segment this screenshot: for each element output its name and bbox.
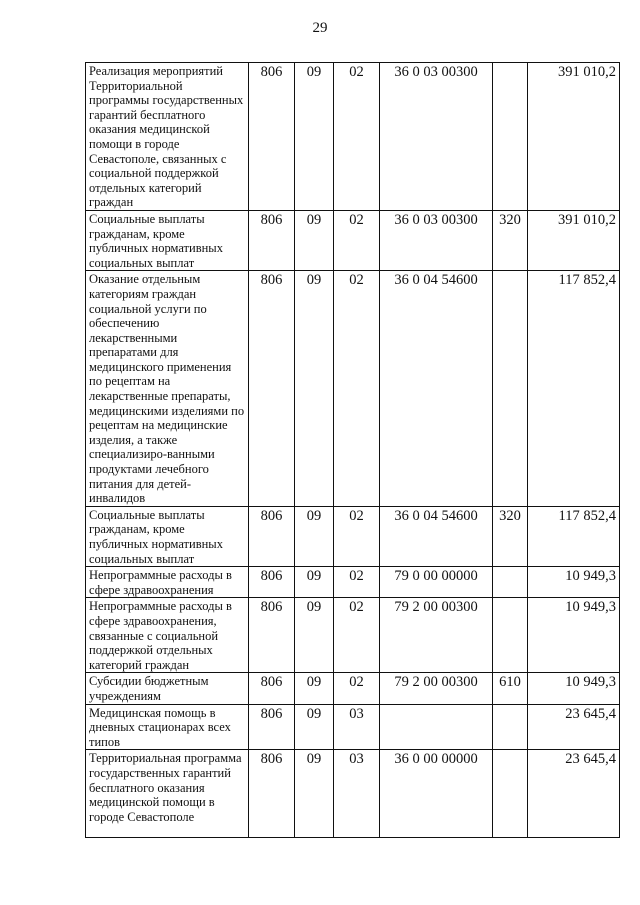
amount: 117 852,4 xyxy=(528,271,620,507)
target-article-code: 79 2 00 00300 xyxy=(380,673,493,704)
target-article-code xyxy=(380,704,493,750)
page-number: 29 xyxy=(312,20,328,36)
table-row xyxy=(86,210,620,270)
amount: 10 949,3 xyxy=(528,567,620,598)
grbs-code: 806 xyxy=(249,271,295,507)
section-code: 09 xyxy=(295,673,334,704)
target-article-code: 36 0 04 54600 xyxy=(380,271,493,507)
section-code: 09 xyxy=(295,750,334,838)
expense-name: Субсидии бюджетным учреждениям xyxy=(86,673,249,704)
table-row xyxy=(86,271,620,507)
table-row xyxy=(86,598,620,673)
subsection-code: 02 xyxy=(334,673,380,704)
amount: 23 645,4 xyxy=(528,750,620,838)
expense-type-code: 320 xyxy=(493,210,528,270)
expense-type-code: 610 xyxy=(493,673,528,704)
grbs-code: 806 xyxy=(249,63,295,211)
section-code: 09 xyxy=(295,271,334,507)
section-code: 09 xyxy=(295,506,334,566)
budget-table xyxy=(85,62,620,838)
expense-name: Социальные выплаты гражданам, кроме публичных нормативных социальных выплат xyxy=(86,506,249,566)
amount: 391 010,2 xyxy=(528,210,620,270)
subsection-code: 02 xyxy=(334,567,380,598)
grbs-code: 806 xyxy=(249,673,295,704)
section-code: 09 xyxy=(295,704,334,750)
amount: 391 010,2 xyxy=(528,63,620,211)
expense-type-code xyxy=(493,598,528,673)
subsection-code: 02 xyxy=(334,63,380,211)
expense-type-code xyxy=(493,63,528,211)
section-code: 09 xyxy=(295,63,334,211)
section-code: 09 xyxy=(295,210,334,270)
expense-type-code: 320 xyxy=(493,506,528,566)
target-article-code: 36 0 04 54600 xyxy=(380,506,493,566)
table-row xyxy=(86,673,620,704)
target-article-code: 79 2 00 00300 xyxy=(380,598,493,673)
amount: 10 949,3 xyxy=(528,673,620,704)
expense-name: Оказание отдельным категориям граждан социальной услуги по обеспечению лекарственными препаратами для медицинского применения по рецептам на лекарственные препараты, медицинскими изделиями по рецептам на медицинские изделия, а также специализиро-ванными продуктами лечебного питания для детей-инвалидов xyxy=(86,271,249,507)
expense-name: Реализация мероприятий Территориальной программы государственных гарантий бесплатного оказания медицинской помощи в городе Севастополе, связанных с социальной поддержкой отдельных категорий граждан xyxy=(86,63,249,211)
amount: 10 949,3 xyxy=(528,598,620,673)
expense-name: Непрограммные расходы в сфере здравоохранения xyxy=(86,567,249,598)
subsection-code: 03 xyxy=(334,750,380,838)
expense-type-code xyxy=(493,750,528,838)
grbs-code: 806 xyxy=(249,506,295,566)
section-code: 09 xyxy=(295,598,334,673)
expense-type-code xyxy=(493,704,528,750)
table-row xyxy=(86,750,620,838)
target-article-code: 36 0 00 00000 xyxy=(380,750,493,838)
subsection-code: 02 xyxy=(334,271,380,507)
expense-name: Территориальная программа государственных гарантий бесплатного оказания медицинской помощи в городе Севастополе xyxy=(86,750,249,838)
expense-name: Социальные выплаты гражданам, кроме публичных нормативных социальных выплат xyxy=(86,210,249,270)
amount: 23 645,4 xyxy=(528,704,620,750)
subsection-code: 02 xyxy=(334,598,380,673)
grbs-code: 806 xyxy=(249,750,295,838)
grbs-code: 806 xyxy=(249,210,295,270)
subsection-code: 02 xyxy=(334,506,380,566)
grbs-code: 806 xyxy=(249,598,295,673)
expense-type-code xyxy=(493,271,528,507)
expense-type-code xyxy=(493,567,528,598)
section-code: 09 xyxy=(295,567,334,598)
subsection-code: 03 xyxy=(334,704,380,750)
expense-name: Медицинская помощь в дневных стационарах всех типов xyxy=(86,704,249,750)
table-row xyxy=(86,567,620,598)
subsection-code: 02 xyxy=(334,210,380,270)
table-row xyxy=(86,63,620,211)
target-article-code: 36 0 03 00300 xyxy=(380,210,493,270)
grbs-code: 806 xyxy=(249,567,295,598)
expense-name: Непрограммные расходы в сфере здравоохранения, связанные с социальной поддержкой отдельных категорий граждан xyxy=(86,598,249,673)
table-row xyxy=(86,506,620,566)
grbs-code: 806 xyxy=(249,704,295,750)
table-row xyxy=(86,704,620,750)
target-article-code: 79 0 00 00000 xyxy=(380,567,493,598)
target-article-code: 36 0 03 00300 xyxy=(380,63,493,211)
amount: 117 852,4 xyxy=(528,506,620,566)
